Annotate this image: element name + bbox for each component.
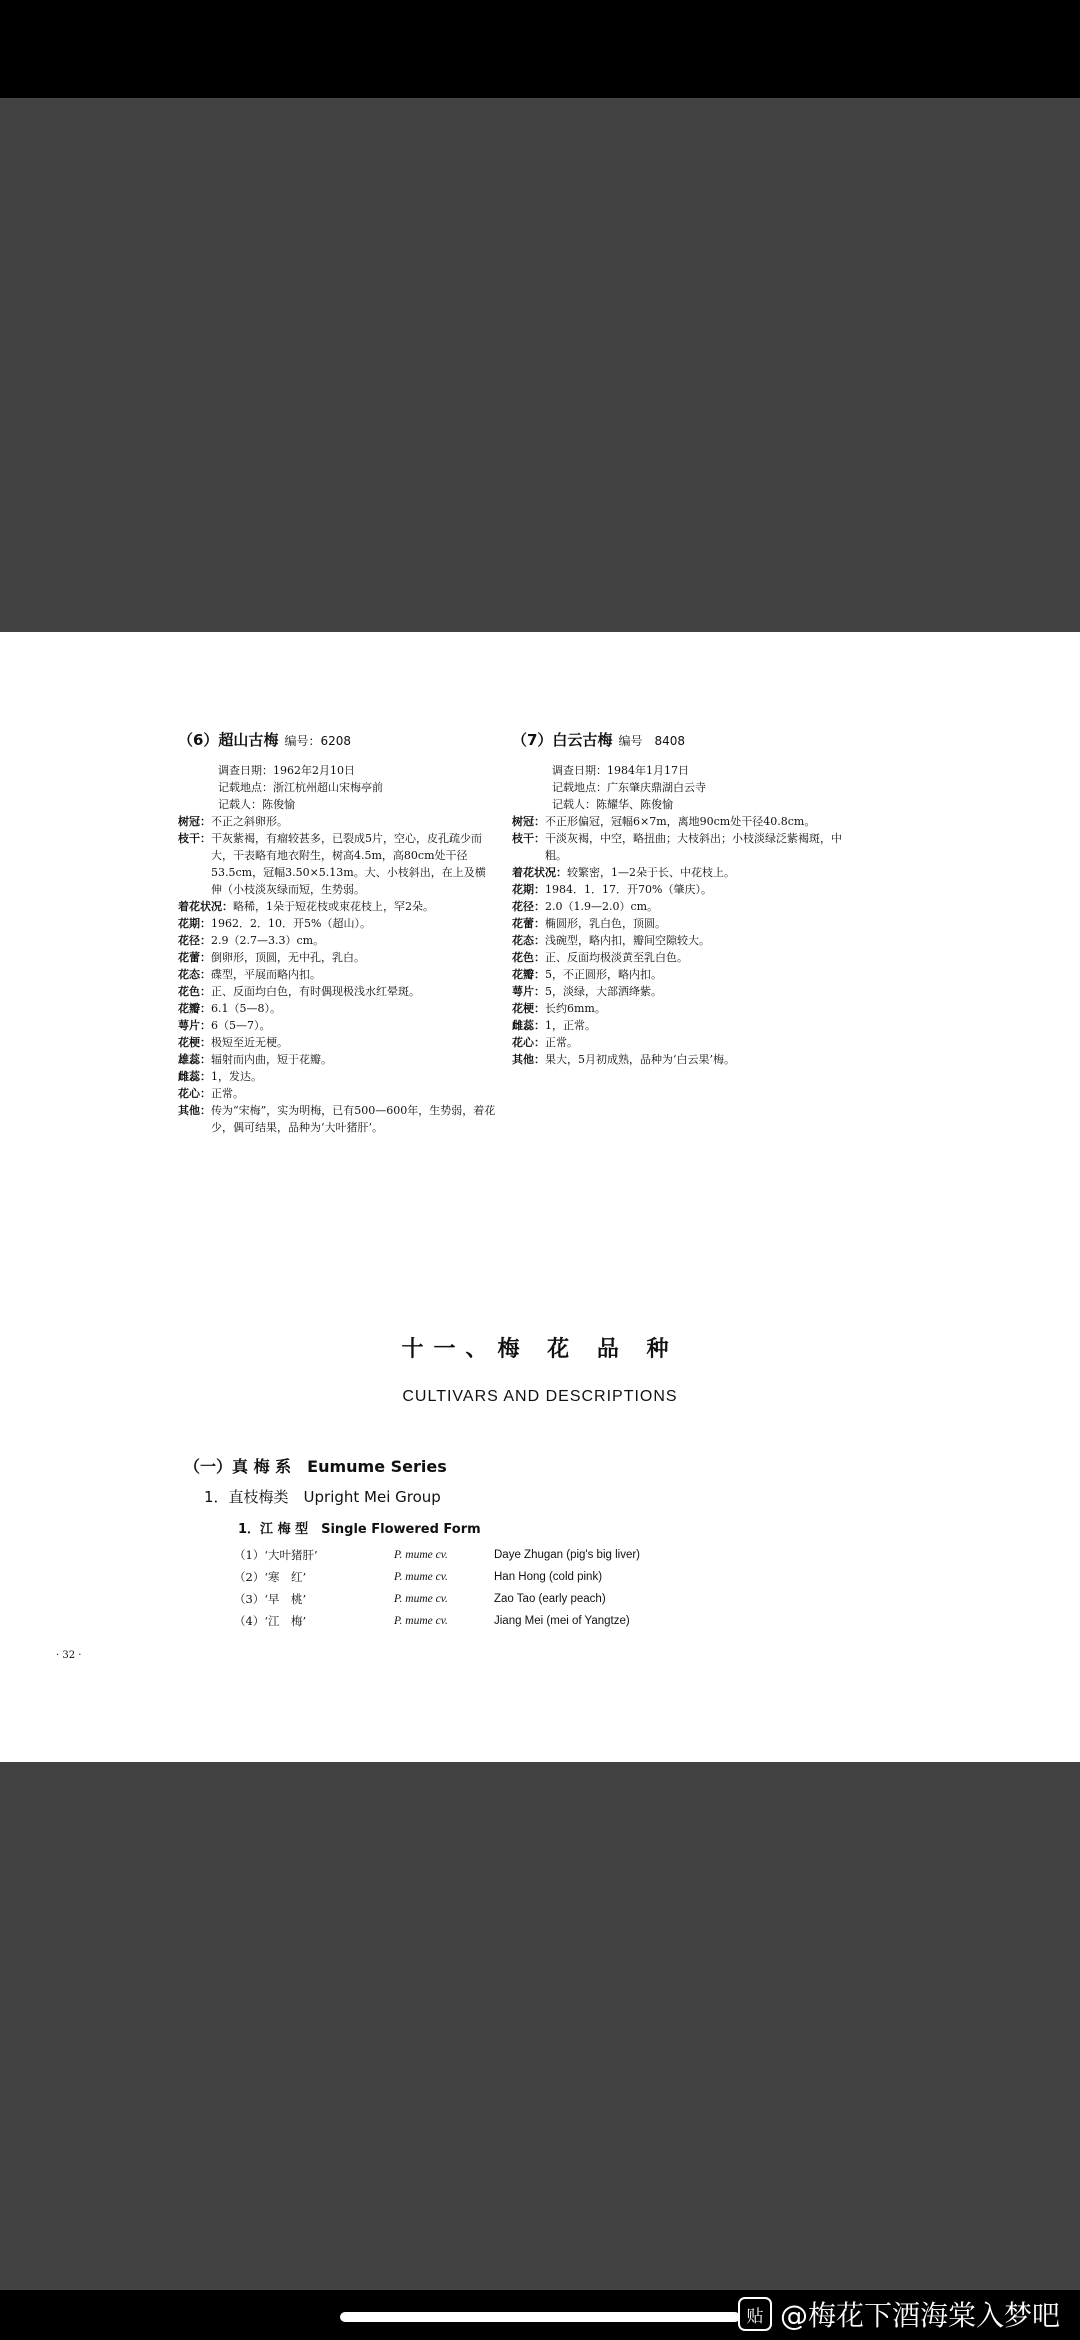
field-value: 辐射而内曲，短于花瓣。	[211, 1053, 332, 1066]
field-key: 花蕾：	[178, 951, 211, 964]
field-value: 干灰紫褐，有瘤较甚多，已裂成5片，空心，皮孔疏少而大，干表略有地衣附生，树高4.5m，高80cm处干径53.5cm，冠幅3.50×5.13m。大、小枝斜出，在上及横伸（小枝淡灰绿而短，生势弱。	[211, 832, 486, 896]
cultivar-row	[234, 1566, 640, 1588]
field-key: 枝干：	[178, 832, 211, 845]
cultivar-cn: （4）‘江 梅’	[234, 1614, 307, 1628]
field-key: 花心：	[512, 1036, 545, 1049]
group-heading: 1．直枝梅类 Upright Mei Group	[204, 1488, 441, 1506]
field-row	[178, 830, 496, 898]
field-key: 萼片：	[512, 985, 545, 998]
field-value: 1962．2．10．开5%（超山）。	[211, 917, 371, 930]
field-row	[512, 864, 842, 881]
field-value: 1984．1．17．开70%（肇庆）。	[545, 883, 712, 896]
field-row	[512, 932, 842, 949]
field-value: 1，发达。	[211, 1070, 262, 1083]
field-key: 花径：	[512, 900, 545, 913]
cultivar-lat: P. mume cv.	[394, 1593, 448, 1605]
record-location: 记载地点：广东肇庆鼎湖白云寺	[552, 781, 706, 794]
field-row	[512, 1000, 842, 1017]
field-key: 花态：	[512, 934, 545, 947]
field-value: 传为“宋梅”，实为明梅，已有500—600年，生势弱，着花少，偶可结果，品种为‘大叶猪肝’。	[211, 1104, 496, 1134]
cultivar-lat: P. mume cv.	[394, 1615, 448, 1627]
field-row	[178, 932, 496, 949]
recorder: 记载人：陈耀华、陈俊愉	[552, 798, 673, 811]
field-key: 花梗：	[512, 1002, 545, 1015]
field-key: 花期：	[178, 917, 211, 930]
field-key: 花瓣：	[512, 968, 545, 981]
field-key: 雌蕊：	[178, 1070, 211, 1083]
field-value: 长约6mm。	[545, 1002, 606, 1015]
field-row	[512, 813, 842, 830]
field-value: 正常。	[545, 1036, 578, 1049]
entry-right	[512, 732, 842, 1068]
field-value: 5，淡绿，大部洒绛紫。	[545, 985, 662, 998]
record-location: 记载地点：浙江杭州超山宋梅亭前	[218, 781, 383, 794]
field-row	[178, 1051, 496, 1068]
survey-date: 调查日期：1984年1月17日	[552, 764, 689, 777]
field-row	[178, 1000, 496, 1017]
field-list	[512, 813, 842, 1068]
field-value: 6（5—7）。	[211, 1019, 271, 1032]
field-value: 较繁密，1—2朵于长、中花枝上。	[567, 866, 735, 879]
field-row	[178, 915, 496, 932]
field-key: 花梗：	[178, 1036, 211, 1049]
field-key: 花色：	[512, 951, 545, 964]
cultivar-cn: （1）‘大叶猪肝’	[234, 1548, 318, 1562]
field-key: 花色：	[178, 985, 211, 998]
field-key: 萼片：	[178, 1019, 211, 1032]
recorder: 记载人：陈俊愉	[218, 798, 295, 811]
form-heading: 1．江 梅 型 Single Flowered Form	[238, 1522, 481, 1537]
cultivar-lat: P. mume cv.	[394, 1571, 448, 1583]
field-key: 雌蕊：	[512, 1019, 545, 1032]
field-row	[512, 983, 842, 1000]
field-row	[178, 983, 496, 1000]
field-key: 花蕾：	[512, 917, 545, 930]
cultivar-en: Zao Tao (early peach)	[494, 1593, 606, 1605]
field-key: 花期：	[512, 883, 545, 896]
watermark	[738, 2294, 1060, 2334]
field-key: 枝干：	[512, 832, 545, 845]
field-key: 花态：	[178, 968, 211, 981]
field-row	[512, 830, 842, 864]
field-value: 1，正常。	[545, 1019, 596, 1032]
field-row	[512, 915, 842, 932]
field-value: 果大，5月初成熟，品种为‘白云果’梅。	[545, 1053, 735, 1066]
field-key: 着花状况：	[178, 900, 233, 913]
field-key: 树冠：	[178, 815, 211, 828]
field-key: 花径：	[178, 934, 211, 947]
survey-date: 调查日期：1962年2月10日	[218, 764, 355, 777]
field-value: 干淡灰褐，中空，略扭曲；大枝斜出；小枝淡绿泛紫褐斑，中粗。	[545, 832, 842, 862]
field-row	[178, 1034, 496, 1051]
cultivar-en: Daye Zhugan (pig's big liver)	[494, 1549, 641, 1561]
field-row	[178, 1068, 496, 1085]
document-page	[0, 632, 1080, 1762]
field-value: 5，不正圆形，略内扣。	[545, 968, 662, 981]
field-key: 雄蕊：	[178, 1053, 211, 1066]
cultivar-cn: （3）‘早 桃’	[234, 1592, 307, 1606]
cultivar-row	[234, 1610, 640, 1632]
field-key: 其他：	[512, 1053, 545, 1066]
field-value: 极短至近无梗。	[211, 1036, 288, 1049]
field-row	[512, 1034, 842, 1051]
field-row	[178, 966, 496, 983]
field-row	[512, 1051, 842, 1068]
cultivar-en: Han Hong (cold pink)	[494, 1571, 603, 1583]
section-title: 十一、梅 花 品 种	[401, 1337, 679, 1362]
cultivar-row	[234, 1544, 640, 1566]
entry-title: （6）超山古梅 编号：6208	[178, 731, 351, 749]
cultivar-en: Jiang Mei (mei of Yangtze)	[494, 1615, 630, 1627]
field-row	[178, 1102, 496, 1136]
field-row	[512, 949, 842, 966]
entry-title: （7）白云古梅 编号 8408	[512, 731, 685, 749]
field-value: 倒卵形，顶圆，无中孔，乳白。	[211, 951, 365, 964]
field-value: 不正之斜卵形。	[211, 815, 288, 828]
field-row	[178, 813, 496, 830]
entry-left	[178, 732, 496, 1136]
field-key: 花心：	[178, 1087, 211, 1100]
field-row	[512, 881, 842, 898]
watermark-text: @梅花下酒海棠入梦吧	[779, 2299, 1060, 2332]
field-list	[178, 813, 496, 1136]
field-row	[512, 966, 842, 983]
field-value: 2.0（1.9—2.0）cm。	[545, 900, 659, 913]
tieba-logo-icon: 贴	[738, 2297, 772, 2331]
field-key: 花瓣：	[178, 1002, 211, 1015]
field-value: 6.1（5—8）。	[211, 1002, 281, 1015]
field-row	[512, 898, 842, 915]
field-row	[178, 898, 496, 915]
field-value: 略稀，1朵于短花枝或束花枝上，罕2朵。	[233, 900, 434, 913]
field-key: 着花状况：	[512, 866, 567, 879]
field-value: 碟型，平展而略内扣。	[211, 968, 321, 981]
page-number: · 32 ·	[56, 1650, 82, 1661]
home-indicator[interactable]	[340, 2312, 740, 2322]
field-row	[178, 1085, 496, 1102]
section-subtitle: CULTIVARS AND DESCRIPTIONS	[402, 1388, 678, 1405]
cultivar-list	[234, 1544, 640, 1632]
field-key: 其他：	[178, 1104, 211, 1117]
field-key: 树冠：	[512, 815, 545, 828]
field-value: 椭圆形，乳白色，顶圆。	[545, 917, 666, 930]
field-row	[178, 1017, 496, 1034]
field-row	[512, 1017, 842, 1034]
field-value: 正、反面均白色，有时偶现极浅水红晕斑。	[211, 985, 420, 998]
cultivar-row	[234, 1588, 640, 1610]
cultivar-lat: P. mume cv.	[394, 1549, 448, 1561]
field-value: 2.9（2.7—3.3）cm。	[211, 934, 325, 947]
field-row	[178, 949, 496, 966]
field-value: 正、反面均极淡黄至乳白色。	[545, 951, 688, 964]
field-value: 正常。	[211, 1087, 244, 1100]
field-value: 浅碗型，略内扣，瓣间空隙较大。	[545, 934, 710, 947]
cultivar-cn: （2）‘寒 红’	[234, 1570, 307, 1584]
field-value: 不正形偏冠，冠幅6×7m，离地90cm处干径40.8cm。	[545, 815, 816, 828]
viewer-top-bar	[0, 0, 1080, 98]
series-heading: （一）真 梅 系 Eumume Series	[184, 1457, 447, 1476]
